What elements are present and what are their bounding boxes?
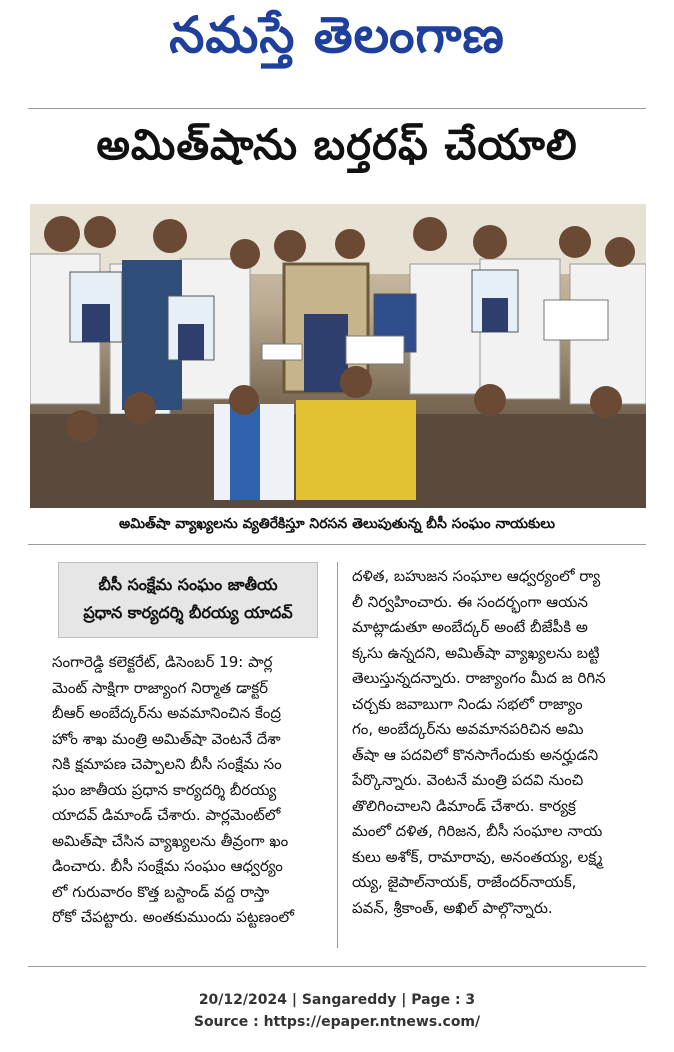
body-line: సంగారెడ్డి కలెక్టరేట్, డిసెంబర్ 19: పార్ల xyxy=(52,653,273,671)
photo-caption: అమిత్‌షా వ్యాఖ్యలను వ్యతిరేకిస్తూ నిరసన తెలుపుతున్న బీసీ సంఘం నాయకులు xyxy=(119,516,555,532)
masthead xyxy=(0,0,674,98)
top-divider xyxy=(28,108,646,109)
column-divider xyxy=(337,562,338,948)
body-line: నికి క్షమాపణ చెప్పాలని బీసీ సంక్షేమ సం xyxy=(52,755,282,773)
body-line: క్కసు ఉన్నదని, అమిత్‌షా వ్యాఖ్యలను బట్టి xyxy=(352,643,600,662)
body-line: లీ నిర్వహించారు. ఈ సందర్భంగా ఆయన xyxy=(352,592,588,611)
subheadline-line-1: బీసీ సంక్షేమ సంఘం జాతీయ xyxy=(98,575,278,594)
body-line: మెంట్ సాక్షిగా రాజ్యాంగ నిర్మాత డాక్టర్ xyxy=(52,678,269,697)
body-line: గం, అంబేద్కర్‌ను అవమానపరిచిన అమి xyxy=(352,720,584,738)
body-line: బీఆర్ అంబేద్కర్‌ను అవమానించిన కేంద్ర xyxy=(52,704,282,722)
caption-divider xyxy=(28,544,646,545)
body-line: పవన్, శ్రీకాంత్, అఖిల్ పాల్గొన్నారు. xyxy=(352,898,553,917)
body-line: ఘం జాతీయ ప్రధాన కార్యదర్శి బీరయ్య xyxy=(52,780,277,799)
newspaper-title: నమస్తే తెలంగాణ xyxy=(169,6,505,64)
body-line: అమిత్‌షా చేసిన వ్యాఖ్యలను తీవ్రంగా ఖం xyxy=(52,831,289,850)
body-line: తొలిగించాలని డిమాండ్ చేశారు. కార్యక్ర xyxy=(352,796,576,815)
body-line: కులు అశోక్, రామారావు, అనంతయ్య, లక్ష్మ xyxy=(352,847,603,866)
protest-photo xyxy=(30,204,646,508)
article-body-right-column xyxy=(352,564,644,921)
body-line: లో గురువారం కొత్త బస్టాండ్ వద్ద రాస్తా xyxy=(52,882,270,901)
body-line: మంలో దళిత, గిరిజన, బీసీ సంఘాల నాయ xyxy=(352,822,603,840)
body-line: త్‌షా ఆ పదవిలో కొనసాగేందుకు అనర్హుడని xyxy=(352,745,599,764)
footer-date-page: 20/12/2024 | Sangareddy | Page : 3 xyxy=(198,992,476,1008)
body-line: డించారు. బీసీ సంక్షేమ సంఘం ఆధ్వర్యం xyxy=(52,857,283,875)
body-line: రోకో చేపట్టారు. అంతకుముందు పట్టణంలో xyxy=(52,908,294,926)
body-line: పేర్కొన్నారు. వెంటనే మంత్రి పదవి నుంచి xyxy=(352,771,584,789)
body-line: మాట్లాడుతూ అంబేద్కర్ అంటే బీజేపీకి అ xyxy=(352,618,588,636)
body-line: దళిత, బహుజన సంఘాల ఆధ్వర్యంలో ర్యా xyxy=(352,567,601,585)
body-line: యాదవ్ డిమాండ్ చేశారు. పార్లమెంట్‌లో xyxy=(52,806,281,824)
body-line: చర్చకు జవాబుగా నిండు సభలో రాజ్యాం xyxy=(352,694,583,713)
article-body-left-column xyxy=(52,650,324,931)
bottom-divider xyxy=(28,966,646,967)
footer-source: Source : https://epaper.ntnews.com/ xyxy=(193,1014,481,1030)
subheadline-box xyxy=(58,562,318,638)
body-line: హోం శాఖ మంత్రి అమిత్‌షా వెంటనే దేశా xyxy=(52,729,281,748)
body-line: య్య, జైపాల్‌నాయక్, రాజేందర్‌నాయక్, xyxy=(352,873,577,891)
headline: అమిత్‌షాను బర్తరఫ్ చేయాలి xyxy=(96,120,578,169)
subheadline-line-2: ప్రధాన కార్యదర్శి బీరయ్య యాదవ్ xyxy=(83,603,293,622)
body-line: తెలుస్తున్నదన్నారు. రాజ్యాంగం మీద జ రిగిన xyxy=(352,669,606,687)
